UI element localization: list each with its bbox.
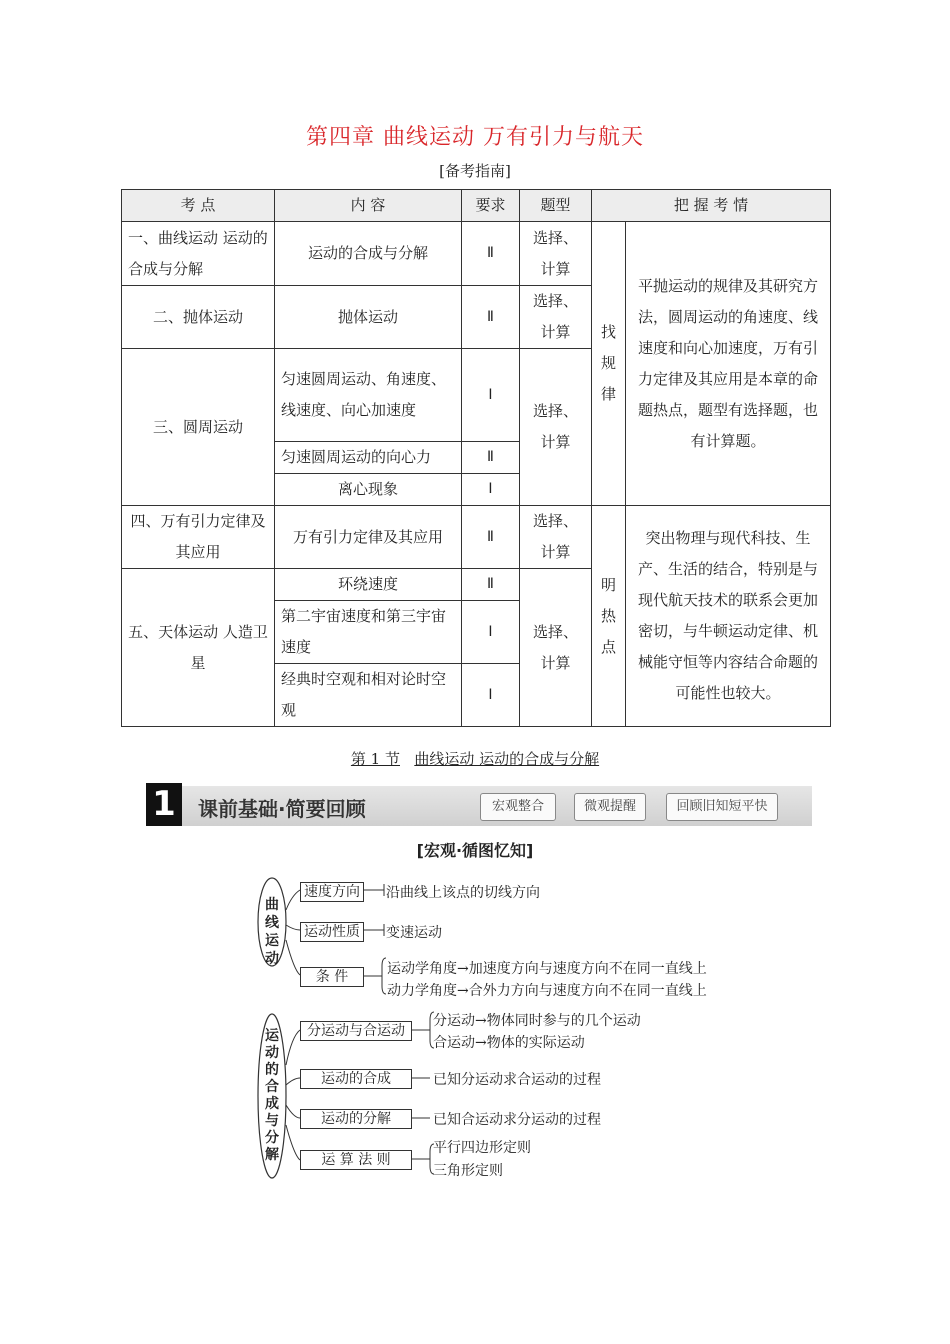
map1-condition-line1: 运动学角度→加速度方向与速度方向不在同一直线上 — [387, 961, 707, 977]
content-6: 万有引力定律及其应用 — [275, 506, 462, 569]
map1-root: 曲线运动 — [265, 897, 279, 967]
guide-label: [备考指南] — [439, 162, 511, 180]
map1-nature-text: 变速运动 — [386, 925, 442, 941]
review-button[interactable]: 回顾旧知短平快 — [666, 793, 778, 821]
map2-rules-line2: 三角形定则 — [433, 1163, 503, 1179]
topic-3: 三、圆周运动 — [122, 349, 275, 506]
hot-label-cell — [592, 506, 626, 727]
hot-label: 明热点 — [600, 575, 616, 656]
map2-connector — [286, 1078, 300, 1085]
req-5: Ⅰ — [462, 474, 520, 506]
topic-2: 二、抛体运动 — [122, 286, 275, 349]
map1-velocity-text: 沿曲线上该点的切线方向 — [386, 885, 540, 901]
content-1: 运动的合成与分解 — [275, 222, 462, 286]
map1-condition-line2: 动力学角度→合外力方向与速度方向不在同一直线上 — [387, 983, 707, 999]
map2-connector — [286, 1030, 300, 1065]
map1-connector — [286, 890, 300, 910]
map2-branch-rules: 运 算 法 则 — [300, 1150, 412, 1170]
section-title: 曲线运动 运动的合成与分解 — [414, 750, 600, 768]
type-6: 选择、计算 — [520, 506, 592, 569]
banner-title: 课前基础·简要回顾 — [198, 797, 366, 821]
content-3: 匀速圆周运动、角速度、线速度、向心加速度 — [275, 349, 462, 442]
map2-branch-composition: 运动的合成 — [300, 1069, 412, 1089]
content-9: 经典时空观和相对论时空观 — [275, 664, 462, 727]
req-3: Ⅰ — [462, 349, 520, 442]
hot-text: 突出物理与现代科技、生产、生活的结合，特别是与现代航天技术的联系会更加密切，与牛顿运动定律、机械能守恒等内容结合命题的可能性也较大。 — [625, 506, 830, 727]
map2-composition-text: 已知分运动求合运动的过程 — [433, 1072, 601, 1088]
type-2: 选择、计算 — [520, 286, 592, 349]
header-topic: 考 点 — [122, 190, 275, 222]
header-content: 内 容 — [275, 190, 462, 222]
req-8: Ⅰ — [462, 601, 520, 664]
section-title-row — [0, 748, 950, 769]
content-2: 抛体运动 — [275, 286, 462, 349]
topic-7: 五、天体运动 人造卫星 — [122, 569, 275, 727]
map2-connector — [286, 1105, 300, 1118]
rule-label-cell — [592, 222, 626, 506]
section-number: 第 1 节 — [350, 750, 400, 768]
req-7: Ⅱ — [462, 569, 520, 601]
map1-connector — [286, 940, 300, 975]
map2-root: 运动的合成与分解 — [265, 1028, 279, 1163]
req-9: Ⅰ — [462, 664, 520, 727]
map2-branch-sub-motion: 分运动与合运动 — [300, 1021, 412, 1041]
req-4: Ⅱ — [462, 442, 520, 474]
map1-branch-condition: 条 件 — [300, 967, 364, 987]
map1-branch-nature: 运动性质 — [300, 922, 364, 942]
chapter-title: 第四章 曲线运动 万有引力与航天 — [306, 125, 644, 150]
content-7: 环绕速度 — [275, 569, 462, 601]
banner-number: 1 — [146, 783, 182, 826]
req-2: Ⅱ — [462, 286, 520, 349]
content-4: 匀速圆周运动的向心力 — [275, 442, 462, 474]
map1-branch-velocity: 速度方向 — [300, 882, 364, 902]
map1-bracket — [382, 958, 386, 994]
micro-reminder-button[interactable]: 微观提醒 — [574, 793, 646, 821]
topic-6: 四、万有引力定律及其应用 — [122, 506, 275, 569]
map2-branch-decomposition: 运动的分解 — [300, 1109, 412, 1129]
type-1: 选择、计算 — [520, 222, 592, 286]
type-7: 选择、计算 — [520, 569, 592, 727]
header-type: 题型 — [520, 190, 592, 222]
rule-text: 平抛运动的规律及其研究方法，圆周运动的角速度、线速度和向心加速度，万有引力定律及其应用是本章的命题热点，题型有选择题，也有计算题。 — [625, 222, 830, 506]
map2-connector — [286, 1125, 300, 1160]
req-6: Ⅱ — [462, 506, 520, 569]
header-req: 要求 — [462, 190, 520, 222]
type-3: 选择、计算 — [520, 349, 592, 506]
content-5: 离心现象 — [275, 474, 462, 506]
exam-guide-table — [121, 189, 831, 727]
map1-connector — [286, 925, 300, 930]
macro-integration-button[interactable]: 宏观整合 — [480, 793, 556, 821]
map2-rules-line1: 平行四边形定则 — [433, 1140, 531, 1156]
header-analysis: 把 握 考 情 — [592, 190, 831, 222]
req-1: Ⅱ — [462, 222, 520, 286]
map2-sub-line1: 分运动→物体同时参与的几个运动 — [433, 1013, 641, 1029]
map2-sub-line2: 合运动→物体的实际运动 — [433, 1035, 585, 1051]
rule-label: 找规律 — [600, 323, 616, 403]
map2-decomposition-text: 已知合运动求分运动的过程 — [433, 1112, 601, 1128]
macro-label: [宏观·循图忆知] — [416, 841, 534, 860]
topic-1: 一、曲线运动 运动的合成与分解 — [122, 222, 275, 286]
content-8: 第二宇宙速度和第三宇宙速度 — [275, 601, 462, 664]
